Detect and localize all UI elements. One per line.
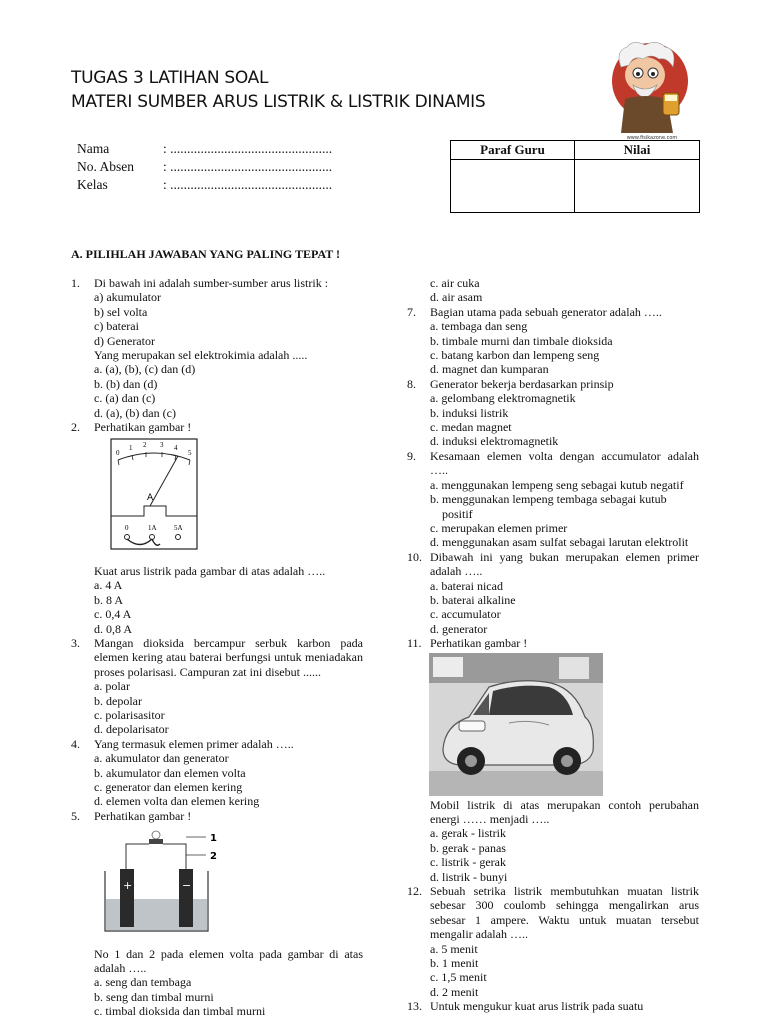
identity-label-absen: No. Absen	[77, 159, 134, 174]
q5-prompt: No 1 dan 2 pada elemen volta pada gambar di atas adalah …..	[94, 946, 363, 975]
question-12: 12. Sebuah setrika listrik membutuhkan muatan listrik sebesar 300 coulomb sehingga mengalirkan arus sebesar 1 ampere. Waktu untuk muatan tersebut mengalir adalah …..	[407, 884, 699, 942]
q2-option-a[interactable]: a. 4 A	[94, 578, 123, 593]
q4-option-c[interactable]: c. generator dan elemen kering	[94, 779, 243, 794]
q4-option-d[interactable]: d. elemen volta dan elemen kering	[94, 794, 260, 809]
q9-option-b[interactable]: b. menggunakan lempeng tembaga sebagai kutub positif	[430, 492, 667, 521]
q10-option-b[interactable]: b. baterai alkaline	[430, 592, 516, 607]
right-column	[407, 276, 699, 1014]
question-3: 3. Mangan dioksida bercampur serbuk karbon pada elemen kering atau baterai berfungsi untuk meniadakan proses polarisasi. Campuran zat ini disebut ......	[71, 635, 363, 679]
grade-table	[450, 140, 700, 213]
terminal-label: 1A	[148, 524, 157, 533]
question-1: 1. Di bawah ini adalah sumber-sumber arus listrik :	[71, 276, 329, 290]
absen-field[interactable]: : ................................................	[163, 159, 333, 174]
page-title-line1: TUGAS 3 LATIHAN SOAL	[71, 68, 269, 88]
ammeter-diagram	[110, 438, 198, 550]
q8-option-b[interactable]: b. induksi listrik	[430, 405, 509, 420]
svg-text:A: A	[147, 493, 154, 504]
q10-option-c[interactable]: c. accumulator	[430, 607, 501, 622]
q10-option-d[interactable]: d. generator	[430, 621, 488, 636]
question-4: 4. Yang termasuk elemen primer adalah …..	[71, 736, 294, 751]
q12-option-b[interactable]: b. 1 menit	[430, 956, 479, 971]
q10-option-a[interactable]: a. baterai nicad	[430, 578, 503, 593]
q9-option-c[interactable]: c. merupakan elemen primer	[430, 520, 568, 535]
q5-option-c[interactable]: c. timbal dioksida dan timbal murni	[94, 1004, 266, 1019]
q3-option-a[interactable]: a. polar	[94, 679, 130, 694]
q9-option-d[interactable]: d. menggunakan asam sulfat sebagai larutan elektrolit	[430, 535, 689, 550]
section-title: A. PILIHLAH JAWABAN YANG PALING TEPAT !	[71, 247, 341, 261]
q1-item: a) akumulator	[94, 290, 161, 305]
q11-option-a[interactable]: a. gerak - listrik	[430, 826, 506, 841]
scale-label: 0	[116, 449, 120, 458]
q5-option-c2[interactable]: c. air cuka	[430, 276, 480, 290]
q2-prompt: Kuat arus listrik pada gambar di atas adalah …..	[94, 563, 326, 578]
scale-label: 1	[129, 444, 133, 453]
scale-label: 4	[174, 444, 178, 453]
identity-label-name: Nama	[77, 141, 110, 156]
volta-cell-diagram	[100, 827, 230, 939]
q2-option-d[interactable]: d. 0,8 A	[94, 621, 133, 636]
diagram-label-2: 2	[210, 851, 217, 863]
student-identity	[77, 140, 332, 194]
kelas-field[interactable]: : ................................................	[163, 177, 333, 192]
q1-prompt: Yang merupakan sel elektrokimia adalah .....	[94, 348, 308, 363]
q8-option-c[interactable]: c. medan magnet	[430, 420, 512, 435]
q1-option-c[interactable]: c. (a) dan (c)	[94, 391, 156, 406]
question-2: 2. Perhatikan gambar !	[71, 420, 192, 435]
q5-option-a[interactable]: a. seng dan tembaga	[94, 975, 192, 990]
q1-option-b[interactable]: b. (b) dan (d)	[94, 376, 158, 391]
name-field[interactable]: : ................................................	[163, 141, 333, 156]
terminal-label: 0	[125, 524, 129, 533]
electrode-negative	[179, 869, 193, 927]
q2-option-c[interactable]: c. 0,4 A	[94, 607, 132, 622]
terminal-label: 5A	[174, 524, 183, 533]
question-13: 13. Untuk mengukur kuat arus listrik pada suatu	[407, 999, 644, 1014]
electric-car-photo	[429, 653, 603, 796]
q8-option-d[interactable]: d. induksi elektromagnetik	[430, 434, 559, 449]
question-8: 8. Generator bekerja berdasarkan prinsip	[407, 376, 614, 391]
electric-car-icon	[429, 653, 603, 796]
q7-option-d[interactable]: d. magnet dan kumparan	[430, 362, 549, 377]
page-title-line2: MATERI SUMBER ARUS LISTRIK & LISTRIK DINAMIS	[71, 92, 486, 112]
q1-item: d) Generator	[94, 333, 155, 348]
q11-option-d[interactable]: d. listrik - bunyi	[430, 869, 508, 884]
q5-option-b[interactable]: b. seng dan timbal murni	[94, 989, 214, 1004]
q3-option-d[interactable]: d. depolarisator	[94, 722, 169, 737]
q2-option-b[interactable]: b. 8 A	[94, 592, 124, 607]
question-5: 5. Perhatikan gambar !	[71, 808, 192, 823]
q5-option-d[interactable]: d. air asam	[430, 290, 483, 305]
q4-option-b[interactable]: b. akumulator dan elemen volta	[94, 765, 246, 780]
grade-header-paraf: Paraf Guru	[451, 141, 575, 159]
question-9: 9. Kesamaan elemen volta dengan accumulator adalah …..	[407, 448, 699, 478]
left-column	[71, 276, 363, 1019]
question-10: 10. Dibawah ini yang bukan merupakan elemen primer adalah …..	[407, 549, 699, 579]
q9-option-a[interactable]: a. menggunakan lempeng seng sebagai kutub negatif	[430, 477, 684, 492]
logo-caption: www.fisikazone.com	[626, 135, 678, 141]
q4-option-a[interactable]: a. akumulator dan generator	[94, 751, 229, 766]
q3-option-b[interactable]: b. depolar	[94, 693, 142, 708]
question-7: 7. Bagian utama pada sebuah generator adalah …..	[407, 304, 662, 319]
scale-label: 2	[143, 441, 147, 450]
q7-option-a[interactable]: a. tembaga dan seng	[430, 319, 528, 334]
q11-prompt: Mobil listrik di atas merupakan contoh perubahan energi …… menjadi …..	[430, 797, 699, 826]
q8-option-a[interactable]: a. gelombang elektromagnetik	[430, 391, 576, 406]
diagram-label-1: 1	[210, 833, 217, 845]
q12-option-c[interactable]: c. 1,5 menit	[430, 970, 487, 985]
q11-option-b[interactable]: b. gerak - panas	[430, 840, 506, 855]
scale-label: 3	[160, 441, 164, 450]
q1-item: c) baterai	[94, 319, 139, 334]
q1-option-a[interactable]: a. (a), (b), (c) dan (d)	[94, 362, 196, 377]
q11-option-c[interactable]: c. listrik - gerak	[430, 855, 506, 870]
q1-option-d[interactable]: d. (a), (b) dan (c)	[94, 405, 176, 420]
bulb-icon	[152, 831, 160, 839]
q1-item: b) sel volta	[94, 304, 148, 319]
grade-header-nilai: Nilai	[623, 142, 651, 157]
question-11: 11. Perhatikan gambar !	[407, 636, 528, 651]
paraf-cell[interactable]	[451, 160, 575, 212]
q7-option-b[interactable]: b. timbale murni dan timbale dioksida	[430, 333, 613, 348]
electrode-positive	[120, 869, 134, 927]
electrode-sign: −	[182, 879, 192, 893]
scientist-logo-icon	[603, 37, 701, 141]
scale-label: 5	[188, 449, 192, 458]
q3-option-c[interactable]: c. polarisasitor	[94, 707, 165, 722]
q12-option-a[interactable]: a. 5 menit	[430, 941, 478, 956]
identity-label-kelas: Kelas	[77, 177, 108, 192]
q7-option-c[interactable]: c. batang karbon dan lempeng seng	[430, 348, 600, 363]
electrode-sign: +	[123, 879, 133, 893]
q12-option-d[interactable]: d. 2 menit	[430, 984, 479, 999]
